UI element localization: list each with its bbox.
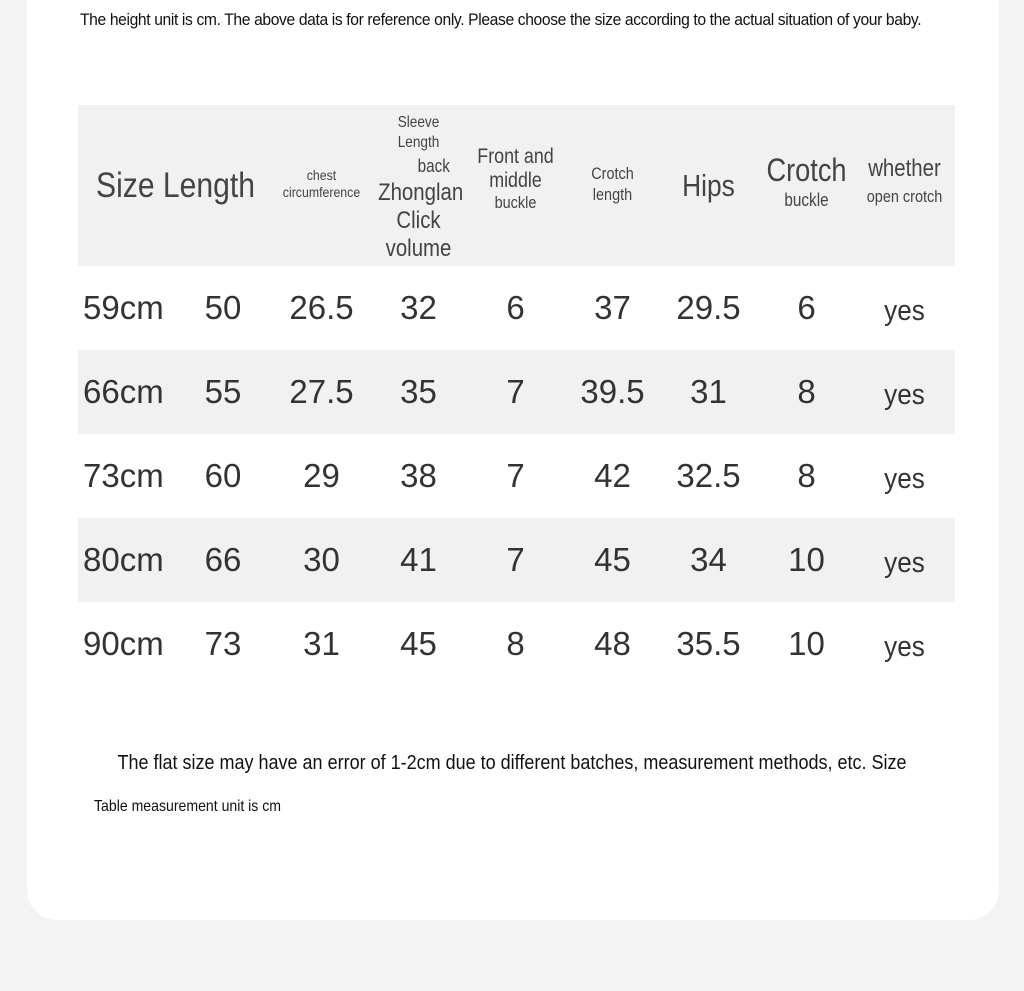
header-sleeve-line6: volume <box>385 235 452 262</box>
cell-hips: 34 <box>690 541 727 578</box>
header-chest <box>274 105 369 266</box>
header-crotch-line2: buckle <box>784 190 829 210</box>
cell-chest: 27.5 <box>289 373 354 410</box>
cell-open-crotch: yes <box>884 295 925 327</box>
header-whether-line1: whether <box>868 155 941 182</box>
header-sleeve-line3: back <box>417 156 450 176</box>
header-crotch-buckle <box>759 105 854 266</box>
cell-crotch-buckle: 8 <box>797 457 816 494</box>
header-crotch-line1: Crotch <box>766 152 847 188</box>
cell-size: 66cm <box>83 373 164 410</box>
header-crotch-length-line1: Crotch <box>591 164 634 183</box>
cell-hips: 35.5 <box>676 625 741 662</box>
measurement-unit-note: Table measurement unit is cm <box>94 798 282 815</box>
cell-size: 73cm <box>83 457 164 494</box>
header-sleeve-line5: Click <box>396 207 441 234</box>
header-front-middle-buckle <box>468 105 563 266</box>
header-front-line3: buckle <box>494 193 537 212</box>
cell-hips: 31 <box>690 373 727 410</box>
header-hips <box>661 105 756 266</box>
header-sleeve-line2: Length <box>397 134 440 151</box>
cell-sleeve: 32 <box>400 289 437 326</box>
cell-front-buckle: 7 <box>506 373 525 410</box>
cell-sleeve: 45 <box>400 625 437 662</box>
cell-chest: 26.5 <box>289 289 354 326</box>
cell-chest: 31 <box>303 625 340 662</box>
table-row <box>78 266 955 350</box>
cell-hips: 29.5 <box>676 289 741 326</box>
header-whether-line2: open crotch <box>866 187 943 206</box>
table-row <box>78 434 955 518</box>
height-unit-note: The height unit is cm. The above data is for reference only. Please choose the size according to the actual situation of your baby. <box>80 10 922 29</box>
header-crotch-length <box>565 105 660 266</box>
cell-sleeve: 35 <box>400 373 437 410</box>
cell-size: 90cm <box>83 625 164 662</box>
header-chest-line2: circumference <box>282 184 361 200</box>
cell-crotch-length: 48 <box>594 625 631 662</box>
cell-sleeve: 38 <box>400 457 437 494</box>
header-crotch-length-line2: length <box>592 185 633 204</box>
cell-front-buckle: 6 <box>506 289 525 326</box>
header-hips-label: Hips <box>682 168 735 203</box>
cell-open-crotch: yes <box>884 463 925 495</box>
cell-crotch-length: 45 <box>594 541 631 578</box>
size-table <box>78 105 955 686</box>
flat-size-error-note: The flat size may have an error of 1-2cm due to different batches, measurement methods, etc. Size <box>117 752 907 774</box>
cell-front-buckle: 8 <box>506 625 525 662</box>
cell-crotch-buckle: 10 <box>788 541 825 578</box>
cell-length: 73 <box>204 625 242 662</box>
header-front-line1: Front and <box>477 145 554 168</box>
cell-crotch-buckle: 8 <box>797 373 816 410</box>
cell-crotch-buckle: 6 <box>797 289 816 326</box>
cell-hips: 32.5 <box>676 457 741 494</box>
cell-crotch-length: 42 <box>594 457 631 494</box>
cell-chest: 29 <box>303 457 340 494</box>
cell-open-crotch: yes <box>884 547 925 579</box>
table-row <box>78 518 955 602</box>
cell-crotch-buckle: 10 <box>788 625 825 662</box>
cell-open-crotch: yes <box>884 631 925 663</box>
table-row <box>78 350 955 434</box>
table-header <box>78 105 955 266</box>
header-sleeve-line1: Sleeve <box>397 114 440 131</box>
header-sleeve-line4: Zhonglan <box>378 179 464 206</box>
cell-front-buckle: 7 <box>506 541 525 578</box>
cell-crotch-length: 37 <box>594 289 631 326</box>
cell-chest: 30 <box>303 541 340 578</box>
cell-length: 60 <box>204 457 242 494</box>
table-row <box>78 602 955 686</box>
cell-size: 59cm <box>83 289 164 326</box>
cell-size: 80cm <box>83 541 164 578</box>
cell-crotch-length: 39.5 <box>580 373 645 410</box>
header-open-crotch <box>855 105 954 266</box>
header-sleeve-length <box>371 105 466 266</box>
cell-sleeve: 41 <box>400 541 437 578</box>
cell-length: 50 <box>204 289 242 326</box>
cell-front-buckle: 7 <box>506 457 525 494</box>
cell-length: 66 <box>204 541 242 578</box>
header-front-line2: middle <box>489 169 542 192</box>
header-size-length-label: Size Length <box>96 166 255 205</box>
cell-open-crotch: yes <box>884 379 925 411</box>
header-chest-line1: chest <box>306 167 337 183</box>
header-size-length <box>78 105 273 266</box>
cell-length: 55 <box>204 373 242 410</box>
